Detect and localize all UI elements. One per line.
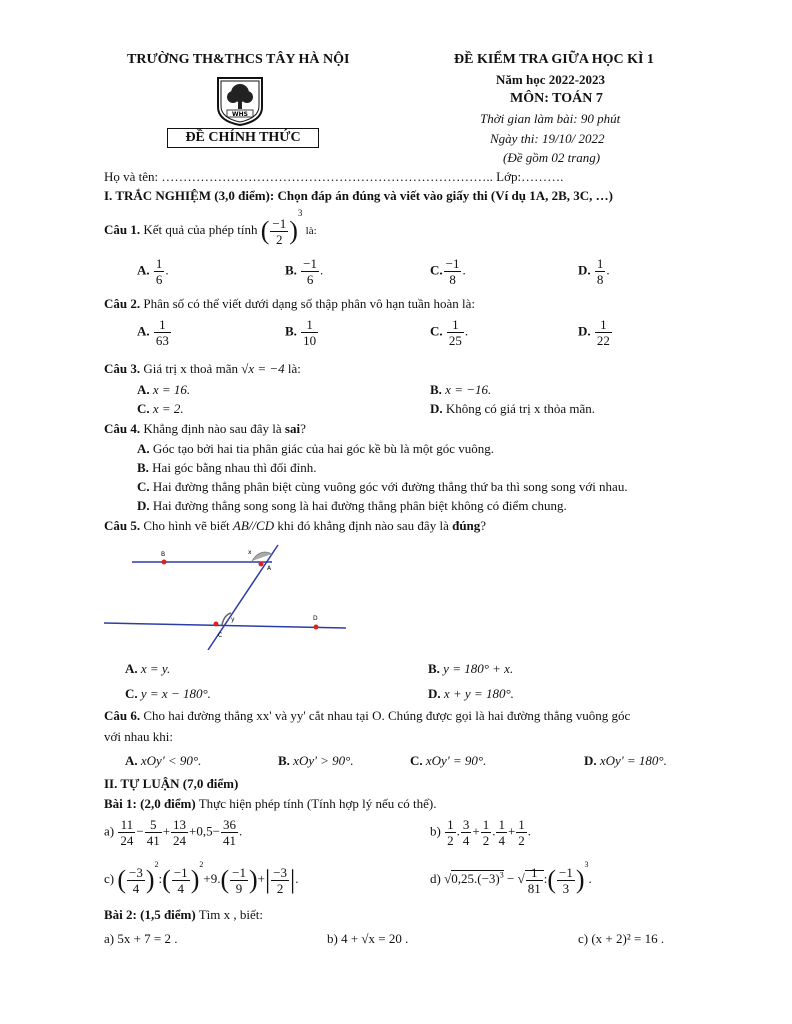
bai2-a: a) 5x + 7 = 2 . bbox=[104, 931, 178, 946]
point-b bbox=[162, 560, 167, 565]
question-6: Câu 6. Cho hai đường thẳng xx' và yy' cắt nhau tại O. Chúng được gọi là hai đường thẳng vuông góc bbox=[104, 708, 631, 723]
school-logo bbox=[215, 75, 265, 131]
q5-option-c[interactable]: C. y = x − 180°. bbox=[125, 686, 211, 701]
q6-option-c[interactable]: C. xOy' = 90°. bbox=[410, 753, 487, 768]
q1-option-b[interactable]: B. $\frac{-1}{6}$ . bbox=[285, 256, 324, 287]
q5-option-b[interactable]: B. y = 180° + x. bbox=[428, 661, 514, 676]
point-c bbox=[214, 622, 219, 627]
q2-option-c[interactable]: C. $\frac{1}{25}$ . bbox=[430, 317, 469, 348]
q1-option-c[interactable]: C. $\frac{-1}{8}$ . bbox=[430, 256, 466, 287]
bai2-b: b) 4 + √x = 20 . bbox=[327, 931, 409, 946]
point-a bbox=[259, 562, 264, 567]
bai2-c: c) (x + 2)² = 16 . bbox=[578, 931, 665, 946]
parallel-lines-figure bbox=[100, 540, 360, 654]
question-2: Câu 2. Phân số có thể viết dưới dạng số thập phân vô hạn tuần hoàn là: bbox=[104, 296, 476, 311]
duration: Thời gian làm bài: 90 phút bbox=[480, 111, 621, 126]
q5-option-d[interactable]: D. x + y = 180°. bbox=[428, 686, 514, 701]
subject: MÔN: TOÁN 7 bbox=[510, 91, 603, 106]
q4-option-c[interactable]: C. Hai đường thẳng phân biệt cùng vuông góc với đường thẳng thứ ba thì song song với nhau. bbox=[137, 479, 628, 494]
q3-option-b[interactable]: B. x = −16. bbox=[430, 382, 492, 397]
q4-option-d[interactable]: D. Hai đường thẳng song song là hai đường thẳng phân biệt không có điểm chung. bbox=[137, 498, 567, 513]
bai1-b-expr: b) $\frac{1}{2}$ . $\frac{3}{4}$ + $\frac{1}{2}$ . $\frac{1}{4}$ + $\frac{1}{2}$ . bbox=[430, 817, 532, 848]
label-d: D bbox=[313, 615, 318, 622]
q6-option-b[interactable]: B. xOy' > 90°. bbox=[278, 753, 354, 768]
exam-date: Ngày thi: 19/10/ 2022 bbox=[490, 131, 605, 146]
question-6-cont: với nhau khi: bbox=[104, 729, 173, 744]
student-info-line: Họ và tên: ………………………………………………………………….. Lớp:………. bbox=[104, 169, 564, 184]
bai-1: Bài 1: (2,0 điểm) Thực hiện phép tính (Tính hợp lý nếu có thể). bbox=[104, 796, 437, 811]
q3-option-a[interactable]: A. x = 16. bbox=[137, 382, 191, 397]
page-count: (Đề gồm 02 trang) bbox=[503, 150, 601, 165]
bai1-d-expr: d) $√0,25.(-3)^3$ − √ $\frac{1}{81}$ :( $\frac{-1}{3}$ )$^3$. bbox=[430, 860, 592, 896]
point-d bbox=[314, 625, 319, 630]
question-4: Câu 4. Khẳng định nào sau đây là sai? bbox=[104, 421, 306, 436]
q2-option-d[interactable]: D. $\frac{1}{22}$ bbox=[578, 317, 610, 348]
section2-title: II. TỰ LUẬN (7,0 điểm) bbox=[104, 776, 239, 791]
bai1-a-expr: a) $\frac{11}{24}$ − $\frac{5}{41}$ + $\frac{13}{24}$ +0,5− $\frac{36}{41}$ . bbox=[104, 817, 243, 848]
section1-title: I. TRẮC NGHIỆM (3,0 điểm): Chọn đáp án đúng và viết vào giấy thi (Ví dụ 1A, 2B, 3C, …) bbox=[104, 188, 613, 203]
label-b: B bbox=[161, 551, 166, 558]
q6-option-a[interactable]: A. xOy' < 90°. bbox=[125, 753, 202, 768]
label-c: C bbox=[218, 632, 223, 639]
bai1-c-expr: c) ( $\frac{-3}{4}$ )$^2$:( $\frac{-1}{4}$ )$^2$+9.( $\frac{-1}{9}$ )+| $\frac{-3}{2}$ |. bbox=[104, 860, 299, 896]
school-year: Năm học 2022-2023 bbox=[496, 72, 606, 87]
label-x: x bbox=[248, 549, 252, 556]
q3-option-c[interactable]: C. x = 2. bbox=[137, 401, 184, 416]
school-name: TRƯỜNG TH&THCS TÂY HÀ NỘI bbox=[127, 52, 350, 67]
question-3: Câu 3. Giá trị x thoả mãn √x = −4 là: bbox=[104, 361, 301, 376]
q1-option-d[interactable]: D. $\frac{1}{8}$ . bbox=[578, 256, 610, 287]
official-badge: ĐỀ CHÍNH THỨC bbox=[167, 128, 319, 148]
svg-text:WHS: WHS bbox=[232, 111, 248, 118]
q6-option-d[interactable]: D. xOy' = 180°. bbox=[584, 753, 667, 768]
q4-option-a[interactable]: A. Góc tạo bởi hai tia phân giác của hai góc kề bù là một góc vuông. bbox=[137, 441, 495, 456]
question-1: Câu 1. Kết quả của phép tính ( $\frac{-1}{2}$ )$^3$ là: bbox=[104, 208, 317, 247]
q4-option-b[interactable]: B. Hai góc bằng nhau thì đối đỉnh. bbox=[137, 460, 317, 475]
q3-option-d[interactable]: D. Không có giá trị x thỏa mãn. bbox=[430, 401, 595, 416]
label-a: A bbox=[267, 565, 272, 572]
q5-option-a[interactable]: A. x = y. bbox=[125, 661, 171, 676]
q1-option-a[interactable]: A. $\frac{1}{6}$ . bbox=[137, 256, 169, 287]
label-y: y bbox=[231, 616, 235, 623]
q2-option-b[interactable]: B. $\frac{1}{10}$ bbox=[285, 317, 317, 348]
bai-2: Bài 2: (1,5 điểm) Tìm x , biết: bbox=[104, 907, 264, 922]
q2-option-a[interactable]: A. $\frac{1}{63}$ bbox=[137, 317, 169, 348]
question-5: Câu 5. Cho hình vẽ biết AB//CD khi đó khẳng định nào sau đây là đúng? bbox=[104, 518, 487, 533]
exam-title: ĐỀ KIỂM TRA GIỮA HỌC KÌ 1 bbox=[454, 52, 654, 67]
